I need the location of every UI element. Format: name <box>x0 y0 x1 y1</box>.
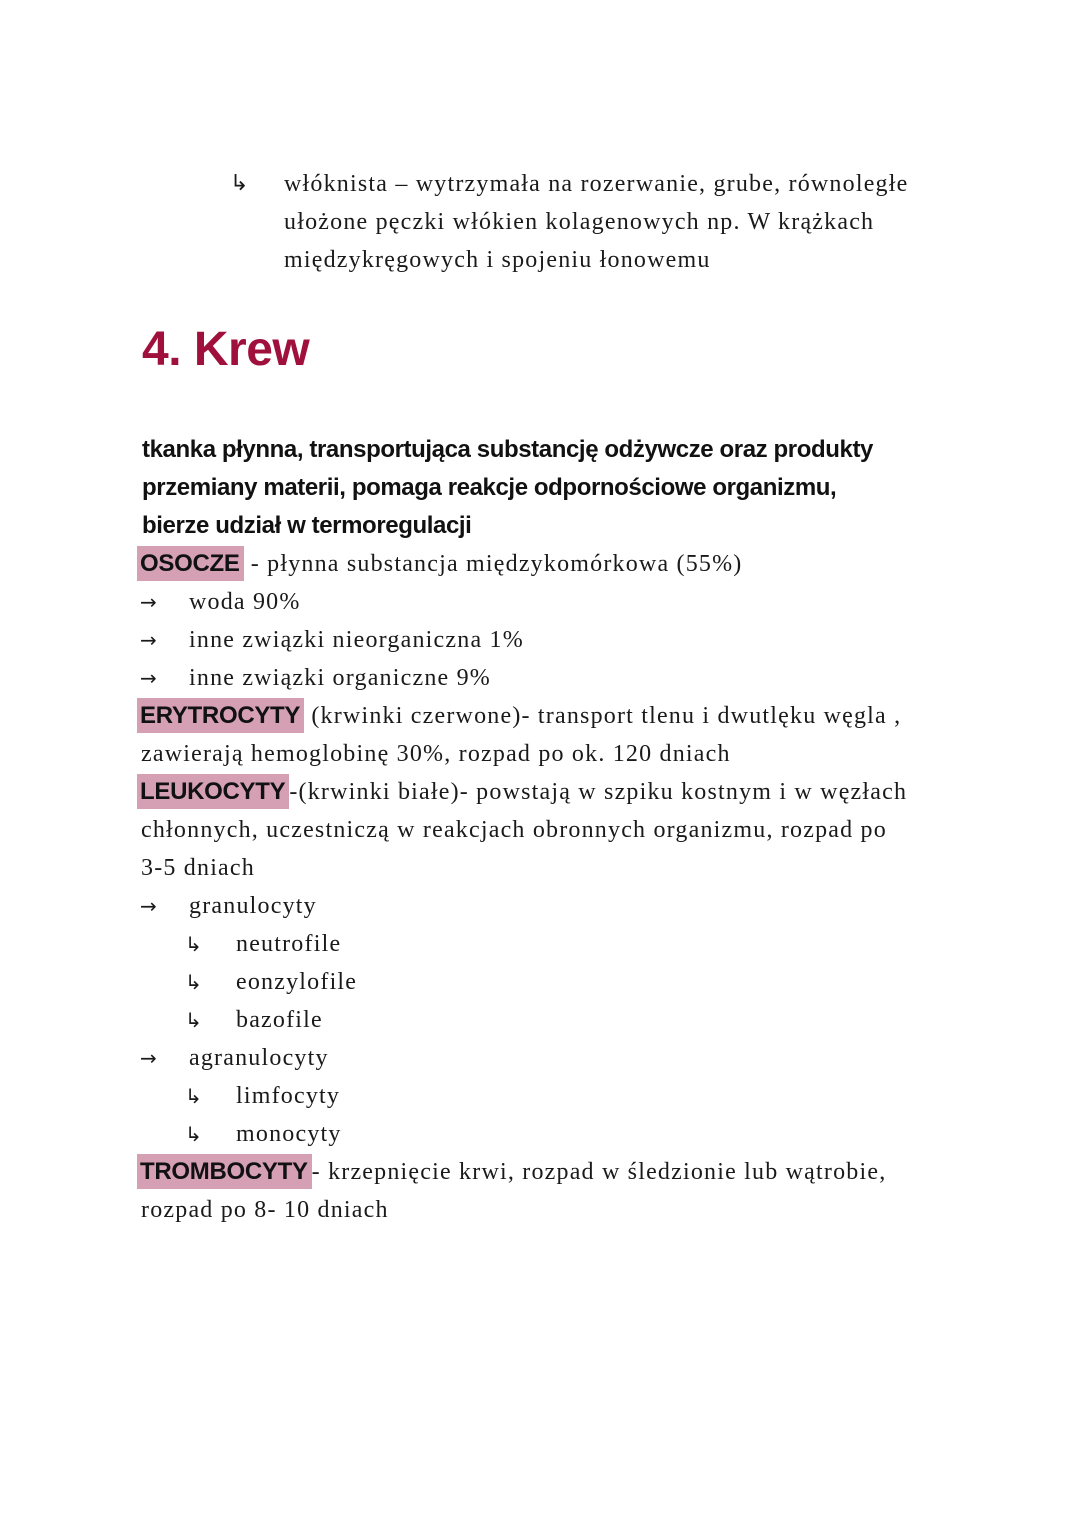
osocze-line <box>141 545 743 583</box>
arrow-icon: → <box>140 894 158 918</box>
arrow-icon: → <box>140 666 158 690</box>
sub-list-item <box>0 963 1080 1001</box>
intro-line: włóknista – wytrzymała na rozerwanie, grube, równoległe <box>284 171 909 197</box>
definition-line: bierze udział w termoregulacji <box>142 512 472 539</box>
sub-list-item <box>0 925 1080 963</box>
list-item <box>0 1039 1080 1077</box>
sub-list-item <box>0 1115 1080 1153</box>
list-item-text: woda 90% <box>189 589 301 615</box>
sub-list-item-text: limfocyty <box>236 1083 341 1109</box>
trombocyty-label: TROMBOCYTY <box>137 1154 312 1189</box>
sub-arrow-icon: ↳ <box>185 1122 203 1146</box>
list-item <box>0 621 1080 659</box>
osocze-label: OSOCZE <box>137 546 244 581</box>
sub-list-item-text: monocyty <box>236 1121 342 1147</box>
sub-arrow-icon: ↳ <box>185 1008 203 1032</box>
leukocyty-line: 3-5 dniach <box>141 855 255 881</box>
sub-arrow-icon: ↳ <box>185 1084 203 1108</box>
list-item-text: agranulocyty <box>189 1045 329 1071</box>
sub-list-item-text: neutrofile <box>236 931 342 957</box>
list-item <box>0 887 1080 925</box>
leukocyty-line: chłonnych, uczestniczą w reakcjach obronnych organizmu, rozpad po <box>141 817 887 843</box>
trombocyty-line <box>141 1153 886 1191</box>
intro-line: międzykręgowych i spojeniu łonowemu <box>284 247 711 273</box>
sub-list-item-text: bazofile <box>236 1007 323 1033</box>
sub-arrow-icon: ↳ <box>230 171 249 196</box>
definition-line: tkanka płynna, transportująca substancję odżywcze oraz produkty <box>142 436 873 463</box>
sub-arrow-icon: ↳ <box>185 932 203 956</box>
trombocyty-line: rozpad po 8- 10 dniach <box>141 1197 389 1223</box>
list-item <box>0 659 1080 697</box>
erytrocyty-label: ERYTROCYTY <box>137 698 304 733</box>
arrow-icon: → <box>140 590 158 614</box>
list-item-text: inne związki nieorganiczna 1% <box>189 627 524 653</box>
section-heading: 4. Krew <box>142 323 310 376</box>
trombocyty-text: - krzepnięcie krwi, rozpad w śledzionie lub wątrobie, <box>311 1159 887 1185</box>
list-item-text: inne związki organiczne 9% <box>189 665 491 691</box>
list-item-text: granulocyty <box>189 893 317 919</box>
leukocyty-line <box>141 773 907 811</box>
sub-arrow-icon: ↳ <box>185 970 203 994</box>
erytrocyty-line <box>141 697 901 735</box>
sub-list-item-text: eonzylofile <box>236 969 358 995</box>
definition-line: przemiany materii, pomaga reakcje odpornościowe organizmu, <box>142 474 837 501</box>
arrow-icon: → <box>140 1046 158 1070</box>
leukocyty-text: -(krwinki białe)- powstają w szpiku kostnym i w węzłach <box>289 779 908 805</box>
erytrocyty-line: zawierają hemoglobinę 30%, rozpad po ok. 120 dniach <box>141 741 731 767</box>
intro-line: ułożone pęczki włókien kolagenowych np. W krążkach <box>284 209 875 235</box>
sub-list-item <box>0 1001 1080 1039</box>
leukocyty-label: LEUKOCYTY <box>137 774 289 809</box>
osocze-text: - płynna substancja międzykomórkowa (55%) <box>243 551 743 577</box>
sub-list-item <box>0 1077 1080 1115</box>
list-item <box>0 583 1080 621</box>
arrow-icon: → <box>140 628 158 652</box>
erytrocyty-text: (krwinki czerwone)- transport tlenu i dwutlęku węgla , <box>304 703 902 729</box>
